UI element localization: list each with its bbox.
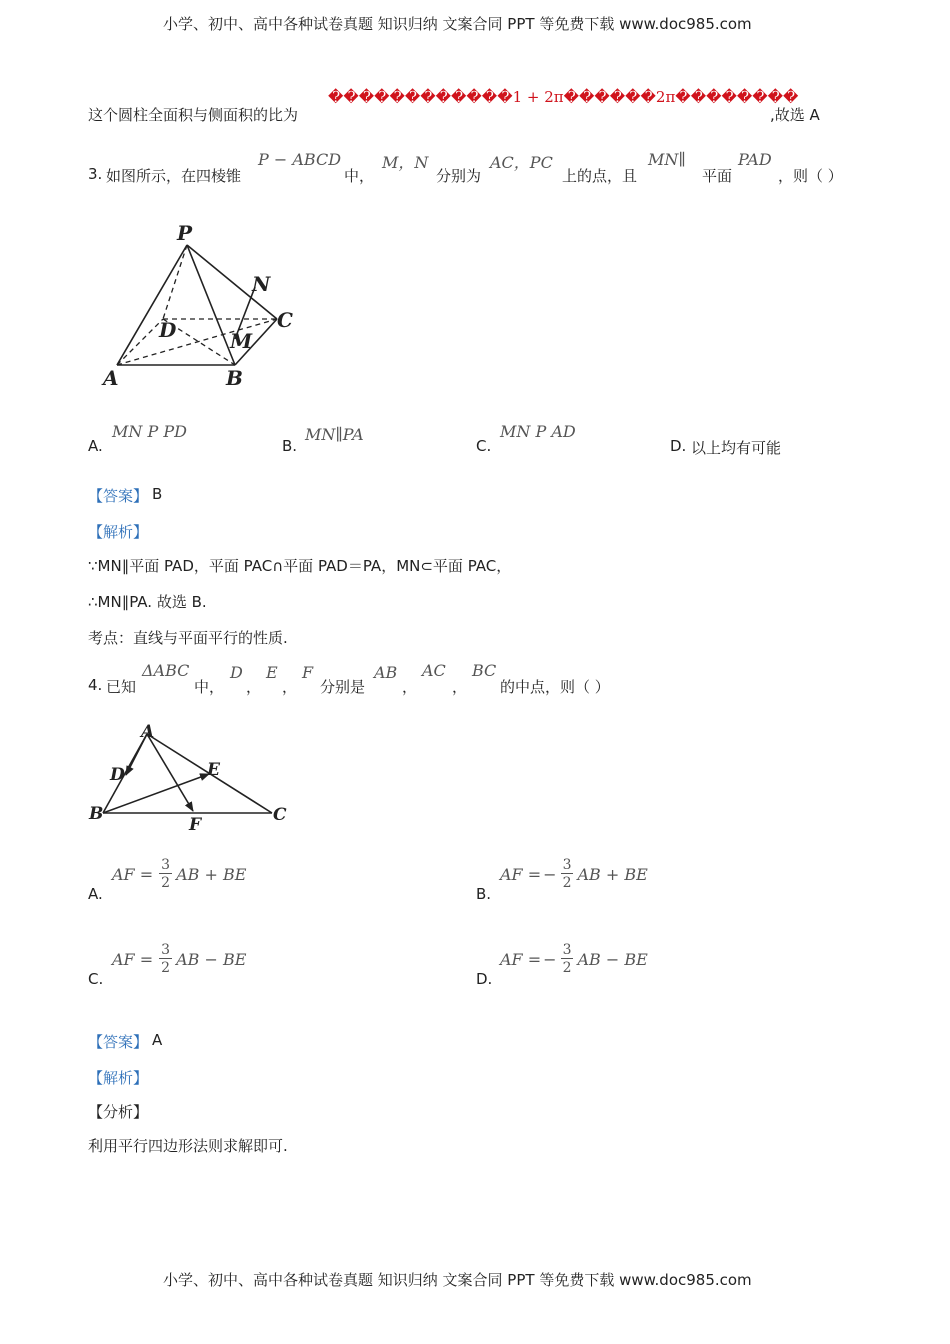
- denominator: 2: [161, 960, 171, 976]
- label-n: N: [252, 272, 271, 296]
- q3-math-pad: PAD: [738, 150, 772, 169]
- q3-math-pyramid: P − ABCD: [258, 150, 342, 169]
- q4-answer: A: [152, 1031, 163, 1049]
- q4-sep-2: ，: [282, 678, 298, 696]
- q3-text-1: 如图所示，在四棱锥: [106, 167, 242, 185]
- label-b: B: [226, 366, 243, 390]
- q4-fenxi-text: 利用平行四边形法则求解即可.: [88, 1137, 288, 1155]
- q3-option-b-content: MN∥PA: [305, 425, 364, 444]
- fraction: [561, 943, 574, 975]
- q4-analysis-tag: 【解析】: [88, 1069, 149, 1087]
- q3-option-b-letter: B.: [282, 437, 298, 455]
- lhs: AF =: [500, 864, 542, 884]
- q3-option-d-content: 以上均有可能: [691, 439, 782, 457]
- q2-garbled-expression: ������������1 + 2π������2π��������: [328, 88, 799, 106]
- numerator: 3: [562, 942, 572, 958]
- q3-analysis-line-3: 考点：直线与平面平行的性质.: [88, 629, 288, 647]
- label-c: C: [273, 805, 287, 825]
- q4-text-1: 已知: [106, 678, 137, 696]
- q3-analysis-line-1: ∵MN∥平面 PAD，平面 PAC∩平面 PAD＝PA，MN⊂平面 PAC，: [88, 557, 512, 575]
- q4-option-b-letter: B.: [476, 885, 492, 903]
- q3-number: 3.: [88, 165, 103, 183]
- q2-suffix: ,故选 A: [770, 106, 820, 124]
- label-d: D: [110, 765, 125, 785]
- fraction: [159, 943, 172, 975]
- q4-text-2: 中，: [194, 678, 225, 696]
- denominator: 2: [161, 875, 171, 891]
- q4-text-4: 的中点，则（ ）: [500, 678, 610, 696]
- diagonal-ac: [117, 319, 277, 365]
- q4-option-a-letter: A.: [88, 885, 103, 903]
- rhs: AB − BE: [577, 949, 648, 969]
- label-c: C: [277, 308, 293, 332]
- q4-sep-1: ，: [246, 678, 262, 696]
- edge-pb: [187, 245, 235, 365]
- label-e: E: [207, 760, 220, 780]
- q4-math-ab: AB: [374, 663, 398, 682]
- q4-option-c-formula: [112, 943, 246, 975]
- q3-text-5: 平面: [702, 167, 733, 185]
- q3-answer: B: [152, 485, 163, 503]
- q3-option-a-letter: A.: [88, 437, 103, 455]
- q4-answer-tag: 【答案】: [88, 1033, 149, 1051]
- rhs: AB + BE: [176, 864, 247, 884]
- q3-option-a-content: MN Ρ PD: [112, 422, 187, 441]
- fraction: [561, 858, 574, 890]
- q3-math-mn-parallel: MN∥: [648, 150, 686, 169]
- q4-fenxi-tag: 【分析】: [88, 1103, 149, 1121]
- numerator: 3: [161, 857, 171, 873]
- numerator: 3: [562, 857, 572, 873]
- q4-math-ac: AC: [422, 661, 446, 680]
- q3-math-ac-pc: AC，PC: [490, 153, 553, 172]
- q3-option-c-content: MN Ρ AD: [500, 422, 576, 441]
- q4-option-c-letter: C.: [88, 970, 104, 988]
- q4-option-a-formula: [112, 858, 246, 890]
- q3-pyramid-figure: [95, 215, 310, 395]
- q4-sep-4: ，: [452, 678, 468, 696]
- edge-pd: [163, 245, 187, 319]
- q4-number: 4.: [88, 676, 103, 694]
- rhs: AB + BE: [577, 864, 648, 884]
- q3-analysis-line-2: ∴MN∥PA. 故选 B.: [88, 593, 207, 611]
- lhs: AF =: [112, 949, 154, 969]
- fraction: [159, 858, 172, 890]
- q2-prefix: 这个圆柱全面积与侧面积的比为: [88, 106, 299, 124]
- q4-sep-3: ，: [402, 678, 418, 696]
- q3-option-c-letter: C.: [476, 437, 492, 455]
- label-b: B: [89, 804, 104, 824]
- q3-text-4: 上的点，且: [562, 167, 638, 185]
- label-p: P: [177, 221, 193, 245]
- numerator: 3: [161, 942, 171, 958]
- q4-math-triangle: ΔABC: [142, 661, 190, 680]
- q3-text-3: 分别为: [436, 167, 482, 185]
- q3-math-mn: M，N: [382, 153, 429, 172]
- sign: −: [543, 864, 557, 884]
- vector-af: [147, 734, 193, 811]
- q4-text-3: 分别是: [320, 678, 366, 696]
- lhs: AF =: [500, 949, 542, 969]
- label-m: M: [230, 329, 253, 353]
- denominator: 2: [562, 960, 572, 976]
- label-a: A: [141, 722, 155, 742]
- page-header: 小学、初中、高中各种试卷真题 知识归纳 文案合同 PPT 等免费下载 www.doc985.com: [163, 15, 752, 33]
- label-d: D: [159, 318, 177, 342]
- lhs: AF =: [112, 864, 154, 884]
- q4-math-f: F: [302, 663, 314, 682]
- label-a: A: [103, 366, 119, 390]
- q3-answer-tag: 【答案】: [88, 487, 149, 505]
- q4-math-e: E: [266, 663, 278, 682]
- label-f: F: [189, 815, 202, 835]
- page-footer: 小学、初中、高中各种试卷真题 知识归纳 文案合同 PPT 等免费下载 www.doc985.com: [163, 1271, 752, 1289]
- q4-option-d-letter: D.: [476, 970, 493, 988]
- edge-pa: [117, 245, 187, 365]
- q3-analysis-tag: 【解析】: [88, 523, 149, 541]
- sign: −: [543, 949, 557, 969]
- q3-text-2: 中，: [344, 167, 375, 185]
- q4-option-d-formula: [500, 943, 648, 975]
- denominator: 2: [562, 875, 572, 891]
- q4-math-d: D: [230, 663, 243, 682]
- q3-option-d-letter: D.: [670, 437, 687, 455]
- q3-text-6: ，则（ ）: [778, 167, 843, 185]
- rhs: AB − BE: [176, 949, 247, 969]
- q4-triangle-figure: [85, 720, 300, 845]
- q4-math-bc: BC: [472, 661, 497, 680]
- q4-option-b-formula: [500, 858, 648, 890]
